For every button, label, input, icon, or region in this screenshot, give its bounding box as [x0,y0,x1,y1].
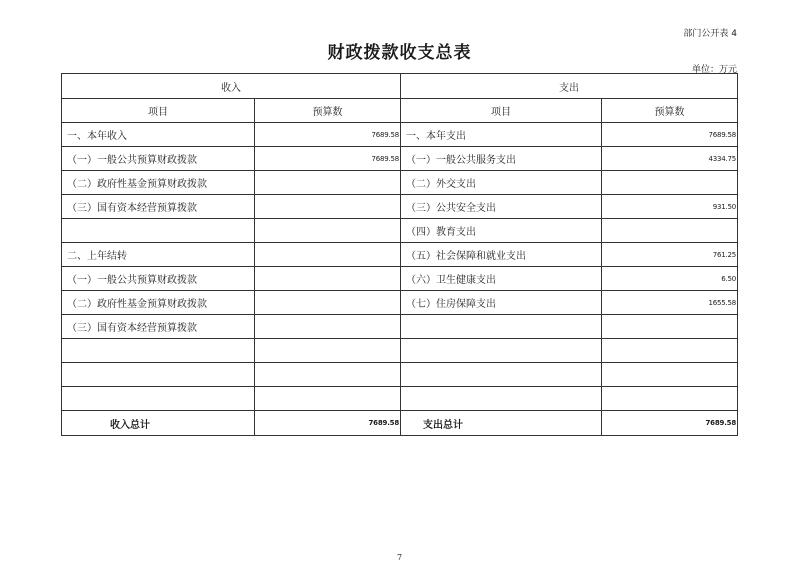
income-value-cell [255,195,401,219]
expense-item-cell: （三）公共安全支出 [401,195,602,219]
income-item-cell [62,387,255,411]
expense-value-cell [602,315,738,339]
expense-item-cell: （五）社会保障和就业支出 [401,243,602,267]
table-row [62,267,738,291]
table-row [62,339,738,363]
table-row [62,147,738,171]
expense-value-cell [602,387,738,411]
income-item-cell: （三）国有资本经营预算拨款 [62,315,255,339]
table-row [62,123,738,147]
unit-label: 单位：万元 [691,65,737,75]
income-item-cell: （二）政府性基金预算财政拨款 [62,171,255,195]
income-item-cell: （一）一般公共预算财政拨款 [62,147,255,171]
expense-total-label: 支出总计 [401,411,602,436]
table-row [62,195,738,219]
income-value-cell [255,291,401,315]
expense-value-cell: 7689.58 [602,123,738,147]
income-item-cell: （三）国有资本经营预算拨款 [62,195,255,219]
expense-section-header: 支出 [401,74,738,99]
expense-value-cell: 761.25 [602,243,738,267]
income-budget-header: 预算数 [255,99,401,123]
expense-item-cell [401,363,602,387]
expense-item-cell [401,339,602,363]
income-value-cell [255,315,401,339]
table-row [62,291,738,315]
column-header-row [62,99,738,123]
income-value-cell [255,339,401,363]
expense-item-cell: （七）住房保障支出 [401,291,602,315]
table-row [62,315,738,339]
expense-item-cell [401,315,602,339]
expense-budget-header: 预算数 [602,99,738,123]
income-value-cell [255,267,401,291]
income-value-cell [255,243,401,267]
income-section-header: 收入 [62,74,401,99]
expense-value-cell [602,171,738,195]
income-item-cell: （二）政府性基金预算财政拨款 [62,291,255,315]
expense-item-header: 项目 [401,99,602,123]
expense-total-value: 7689.58 [602,411,738,436]
table-row [62,219,738,243]
expense-value-cell: 1655.58 [602,291,738,315]
income-value-cell [255,363,401,387]
form-number: 部门公开表 4 [683,29,737,39]
page-title: 财政拨款收支总表 [327,43,472,63]
expense-value-cell [602,363,738,387]
expense-value-cell [602,219,738,243]
table-row [62,171,738,195]
expense-item-cell: （一）一般公共服务支出 [401,147,602,171]
income-total-label: 收入总计 [62,411,255,436]
income-item-cell: 一、本年收入 [62,123,255,147]
income-value-cell [255,387,401,411]
income-item-cell: 二、上年结转 [62,243,255,267]
income-total-value: 7689.58 [255,411,401,436]
income-value-cell [255,171,401,195]
expense-value-cell: 6.50 [602,267,738,291]
page-number: 7 [396,553,403,562]
expense-value-cell: 931.50 [602,195,738,219]
expense-item-cell: （六）卫生健康支出 [401,267,602,291]
expense-item-cell [401,387,602,411]
income-item-cell [62,339,255,363]
expense-item-cell: 一、本年支出 [401,123,602,147]
table-row [62,387,738,411]
income-item-cell [62,219,255,243]
table-row [62,363,738,387]
budget-table [61,73,738,436]
expense-value-cell: 4334.75 [602,147,738,171]
income-item-cell [62,363,255,387]
expense-item-cell: （四）教育支出 [401,219,602,243]
income-item-cell: （一）一般公共预算财政拨款 [62,267,255,291]
table-row [62,243,738,267]
expense-item-cell: （二）外交支出 [401,171,602,195]
income-item-header: 项目 [62,99,255,123]
section-header-row [62,74,738,99]
income-value-cell [255,219,401,243]
expense-value-cell [602,339,738,363]
income-value-cell: 7689.58 [255,147,401,171]
totals-row [62,411,738,436]
income-value-cell: 7689.58 [255,123,401,147]
